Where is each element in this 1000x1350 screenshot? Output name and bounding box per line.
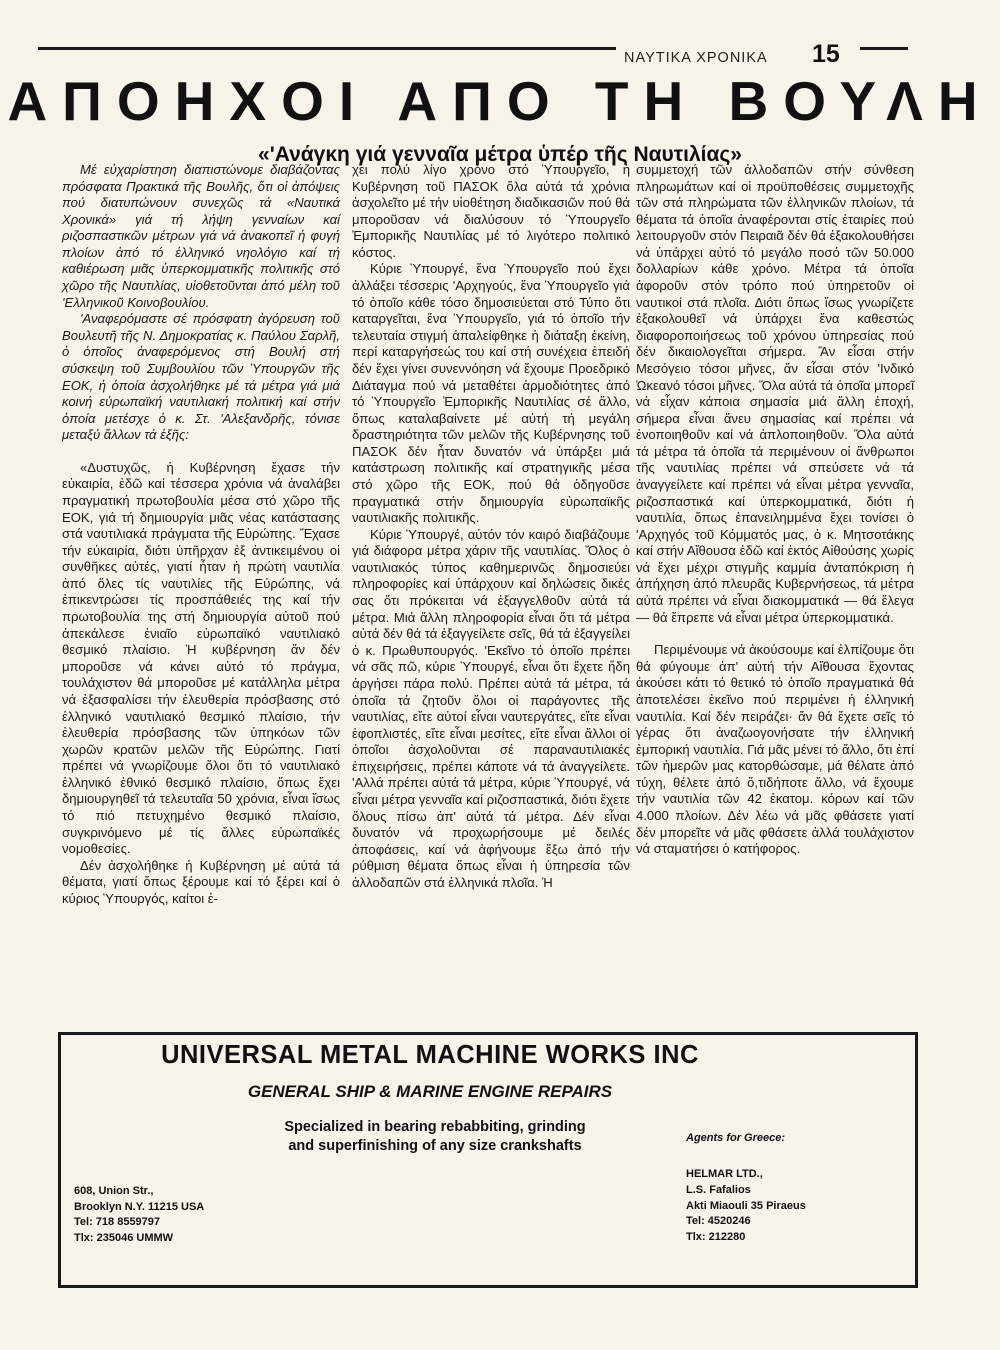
header-rule-left [38,47,616,50]
ad-agents-label: Agents for Greece: [686,1132,786,1144]
paragraph: χει πολύ λίγο χρόνο στό Ὑπουργεῖο, ἡ Κυβέρνηση τοῦ ΠΑΣΟΚ ὅλα αὐτά τά χρόνια ἀσχολεῖτο μέ τήν υἱοθέτηση διαδικασιῶν πού θά μποροῦσαν νά διαλύσουν τό Ὑπουργεῖο Ἐμπορικῆς Ναυτιλίας μέ τό λιγότερο πολιτικό κόστος. [352,162,630,260]
ad-agent-person: L.S. Fafalios [686,1183,751,1196]
ad-address-tlx: Tlx: 235046 UMMW [74,1231,174,1244]
paragraph: «Δυστυχῶς, ἡ Κυβέρνηση ἔχασε τήν εὐκαιρία, ἐδῶ καί τέσσερα χρόνια νά ἀναλάβει πραγματική πρωτοβουλία μέσα στό χῶρο τῆς ΕΟΚ, γιά τή δημιουργία μιᾶς νέας κατάστασης στά ναυτιλιακά πράγματα τῆς Εὐρώπης. Ἔχασε τήν εὐκαιρία, διότι ὑπῆρχαν ἐξ ἀντικειμένου οἱ συνθῆκες αὐτές, γιατί ἦταν ἡ πρώτη ναυτιλία ἀπό ὅλες τίς ναυτιλίες τῆς Εὐρώπης, νά ἐπικεντρώσει τίς προσπάθειές της καί τήν πρωτοβουλία της στή δημιουργία αὐτοῦ πού ἀπεκάλεσε ἑνιαῖο εὐρωπαϊκό ναυτιλιακό θεσμικό πλαίσιο. Ἡ κυβέρνηση ἄν δέν μποροῦσε νά κάνει αὐτό τό πράγμα, τουλάχιστον θά μποροῦσε μέ κατάλληλα μέτρα νά ἐξασφαλίσει τήν ἐλευθερία πρόσβασης στό ἑλληνικό ναυτιλιακό θεσμικό πλαίσιο, τήν ἐλευθερία πρόσβασης τῶν ὑπηκόων τῶν χωρῶν κρατῶν μελῶν τῆς Εὐρώπης. Γιατί πρέπει νά γνωρίζουμε ὅλοι ὅτι τό ναυτιλιακό ἑλληνικό ἐθνικό θεσμικό πλαίσιο, ὅπως ἔχει δημιουργηθεῖ τά τελευταῖα 50 χρόνια, εἶναι ἴσως τό πιό πετυχημένο θεσμικό πλαίσιο, συγκρινόμενο μέ τίς ἄλλες εὐρωπαϊκές νομοθεσίες. [62,459,340,857]
ad-tagline: GENERAL SHIP & MARINE ENGINE REPAIRS [247,1082,613,1101]
ad-specialized-text [220,1118,650,1156]
paragraph: Κύριε Ὑπουργέ, αὐτόν τόν καιρό διαβάζουμε γιά διάφορα μέτρα χάριν τῆς ναυτιλίας. Ὅλος ὁ ναυτιλιακός τύπος καθημερινῶς δημοσιεύει πληροφορίες καί ὑπάρχουν καί δηλώσεις δικές σας ὅτι πρόκειται νά ἐξαγγελθοῦν αὐτά τά μέτρα. Μιά ἄλλη πληροφορία εἶναι ὅτι τά μέτρα αὐτά δέν θά τά ἐξαγγείλετε σεῖς, θά τά ἐξαγγείλει ὁ κ. Πρωθυπουργός. 'Εκεῖνο τό ὁποῖο πρέπει νά σᾶς πῶ, κύριε Ὑπουργέ, εἶναι ὅτι ἔχετε ἤδη ἀργήσει πάρα πολύ. Πρέπει αὐτά τά μέτρα, τά ὁποῖα τά ζητοῦν ὅλοι οἱ παράγοντες τῆς ναυτιλίας, εἴτε αὐτοί εἶναι ναυτεργάτες, εἴτε εἶναι ἐφοπλιστές, εἴτε εἶναι μεσίτες, εἴτε εἶναι ἄλλοι οἱ ὁποῖοι ἀσχολοῦνται σέ παραναυτιλιακές ἐπιχειρήσεις, πρέπει κάποτε νά τά ἀναγγείλετε. 'Αλλά πρέπει αὐτά τά μέτρα, κύριε Ὑπουργέ, νά εἶναι μέτρα γενναῖα καί ριζοσπαστικά, διότι ἔχετε ὅλους πίσω ἀπ' αὐτά τά μέτρα. Δέν εἶναι δυνατόν νά προχωρήσουμε μέ δειλές ἀποφάσεις, καί νά ἀφήνουμε ἔξω ἀπό τήν ρύθμιση θέματα ὅπως εἶναι ἡ ὑπηρεσία τῶν ἀλλοδαπῶν στά ἑλληνικά πλοῖα. Ἡ [352,526,630,890]
header-rule-right [860,47,908,50]
paragraph: Περιμένουμε νά ἀκούσουμε καί ἐλπίζουμε ὅτι θά φύγουμε ἀπ' αὐτή τήν Αἴθουσα ἔχοντας ἀκούσει κάτι τό θετικό τό ὁποῖο πραγματικά θά ἀποτελέσει ἐκεῖνο πού περιμένει ἡ ἑλληνική ναυτιλία. Καί δέν πειράζει· ἄν θά ἔχετε σεῖς τό γέρας ὅτι ἀναζωογονήσατε τήν ἑλληνική ἐμπορική ναυτιλία. Γιά μᾶς μένει τό ἄλλο, ὅτι ἐπί τῶν ἡμερῶν μας κατορθώσαμε, μά θέλατε ἀπό τύχη, θέλετε ἀπό ὅ,τιδήποτε ἄλλο, νά ἔχουμε τήν ναυτιλία τῶν 42 ἑκατομ. κόρων καί τῶν 4.000 πλοίων. Δέν λέω νά μᾶς φθάσετε γιατί δέν μπορεῖτε νά μᾶς φθάσετε ἀλλά τουλάχιστον νά σταματήσει ὁ κατήφορος. [636,642,914,857]
article-column-2 [352,162,630,891]
ad-agent-tlx: Tlx: 212280 [686,1231,746,1244]
ad-address-city: Brooklyn N.Y. 11215 USA [74,1200,205,1213]
article-column-3 [636,162,914,858]
article-column-1 [62,162,340,907]
ad-address-street: 608, Union Str., [74,1185,154,1197]
ad-address-tel: Tel: 718 8559797 [74,1216,161,1228]
article-subtitle: «'Ανάγκη γιά γενναῖα μέτρα ὑπέρ τῆς Ναυτιλίας» [258,143,742,166]
paragraph: Κύριε Ὑπουργέ, ἕνα Ὑπουργεῖο πού ἔχει ἀλλάξει τέσσερις 'Αρχηγούς, ἕνα Ὑπουργεῖο γιά τό ὁποῖο κάθε τόσο δημοσιεύεται στό Τύπο ὅτι καταργεῖται, ἕνα Ὑπουργεῖο, γιά τό ὁποῖο τήν τελευταία στιγμή ἀπαλείφθηκε ἡ διάταξη ἐκείνη, περί καταργήσεώς του καί στή συνέχεια ἐπειδή δέν ἔχει γίνει συνεννόηση νά ἔχουμε Προεδρικό Διάταγμα πού νά μεταθέτει ἁρμοδιότητες ἀπό τό Ὑπουργεῖο Ἐμπορικῆς Ναυτιλίας σέ ἄλλο, ὅπως καταλαβαίνετε μέ αὐτή τή μεγάλη δραστηριότητα τῶν μελῶν τῆς Κυβέρνησης τοῦ ΠΑΣΟΚ δέν ἦταν δυνατόν νά ὑπάρξει μιά κατάστρωση πολιτικῆς καί στρατηγικῆς μέσα στό χῶρο τῆς ΕΟΚ, πού θά ὁδηγοῦσε πραγματικά στήν δημιουργία εὐρωπαϊκῆς ναυτιλιακῆς πολιτικῆς. [352,261,630,526]
ad-specialized-line: Specialized in bearing rebabbiting, grinding [284,1119,586,1135]
paragraph: Μέ εὐχαρίστηση διαπιστώνομε διαβάζοντας πρόσφατα Πρακτικά τῆς Βουλῆς, ὅτι οἱ ἀπόψεις πού διατυπώνουν συνεχῶς τά «Ναυτικά Χρονικά» γιά τή λήψη γενναίων καί ριζοσπαστικῶν μέτρων γιά νά ἀνακοπεῖ ἡ φυγή πλοίων ἀπό τό ἑλληνικό νηολόγιο καί τή καθιέρωση μιᾶς ὑπερκομματικῆς πολιτικῆς στό χῶρο τῆς Ναυτιλίας, υἱοθετοῦνται ἀπό μέλη τοῦ 'Ελληνικοῦ Κοινοβουλίου. [62,162,340,310]
running-head: ΝΑΥΤΙΚΑ ΧΡΟΝΙΚΑ [624,50,768,66]
ad-agent-tel: Tel: 4520246 [686,1215,751,1228]
ad-agent-street: Akti Miaouli 35 Piraeus [686,1199,806,1212]
article-intro [62,162,340,444]
page-number: 15 [812,40,840,68]
ad-company-name: UNIVERSAL METAL MACHINE WORKS INC [161,1041,699,1069]
paragraph: συμμετοχή τῶν ἀλλοδαπῶν στήν σύνθεση πληρωμάτων καί οἱ προϋποθέσεις συμμετοχῆς τῶν στά πληρώματα τῶν ἑλληνικῶν πλοίων, τά θέματα τά ὁποῖα ἀναφέρονται στίς ἑταιρίες πού λειτουργοῦν στόν Πειραιᾶ δέν θά ἐξακολουθήσει νά ὑπάρχει αὐτό τό μεγάλο ποσό τῶν 50.000 δολλαρίων κάθε χρόνο. Μέτρα τά ὁποῖα ἀφοροῦν στόν τρόπο πού ὑπηρετοῦν οἱ ναυτικοί στά πλοῖα. Διότι ὅπως ἴσως γνωρίζετε ἐξακολουθεῖ νά ὑπάρχει ἕνα καθεστώς διαφοροποιήσεως τοῦ χρόνου ὑπηρεσίας πού δέν δικαιολογεῖται σήμερα. Ἄν εἶσαι στήν Μεσόγειο τόσοι μῆνες, ἄν εἶσαι στόν 'Ινδικό Ὠκεανό τόσοι μῆνες. Ὅλα αὐτά τά ὁποῖα μπορεῖ νά εἶχαν κάποια σημασία μιά ἄλλη ἐποχή, σήμερα εἶναι ἄνευ σημασίας καί πρέπει νά ἐνοποιηθοῦν καί νά ἀπλοποιηθοῦν. Ὅλα αὐτά τά μέτρα τά ὁποῖα τά περιμένουν οἱ ἄνθρωποι τῆς ναυτιλίας πρέπει νά σπεύσετε νά τά ἀναγγείλετε καί πρέπει νά εἶναι μέτρα γενναῖα, ριζοσπαστικά καί ὑπερκομματικά, διότι ἡ ναυτιλία, ὅπως ἐπανειλημμένα ἔχει τονίσει ὁ 'Αρχηγός τοῦ Κόμματός μας, ὁ κ. Μητσοτάκης καί στήν Αἴθουσα ἐδῶ καί ἐκτός Αἰθούσης χωρίς νά ἔχει μέχρι στιγμῆς καμμία ἀνταπόκριση ἡ ἀπήχηση ἀπό πλευρᾶς Κυβερνήσεως, τά μέτρα αὐτά πρέπει νά εἶναι διακομματικά — θά ἔλεγα — θά ἔπρεπε νά εἶναι μέτρα ὑπερκομματικά. [636,162,914,625]
ad-address [74,1184,204,1246]
paragraph: Δέν ἀσχολήθηκε ἡ Κυβέρνηση μέ αὐτά τά θέματα, γιατί ὅπως ξέρουμε καί τό ξέρει καί ὁ κύριος Ὑπουργός, καίτοι ἐ- [62,857,340,906]
advertisement-box [58,1032,918,1288]
ad-agent [686,1167,806,1246]
ad-specialized-line: and superfinishing of any size crankshafts [288,1138,582,1154]
article-title: ΑΠΟΗΧΟΙ ΑΠΟ ΤΗ ΒΟΥΛΗ [7,70,993,132]
paragraph: 'Αναφερόμαστε σέ πρόσφατη ἀγόρευση τοῦ Βουλευτῆ τῆς Ν. Δημοκρατίας κ. Παύλου Σαρλῆ, ὁ ὁποῖος ἀναφερόμενος στή Βουλή στή σύσκεψη τοῦ Συμβουλίου τῶν Ὑπουργῶν τῆς ΕΟΚ, ἡ ὁποία ἀσχολήθηκε μέ τά μέτρα γιά μιά κοινή εὐρωπαϊκή ναυτιλιακή πολιτική καί στήν ὁποία μετέσχε ὁ κ. Στ. 'Αλεξανδρῆς, τόνισε μεταξύ ἄλλων τά ἑξῆς: [62,311,340,443]
ad-agent-name: HELMAR LTD., [686,1168,763,1180]
